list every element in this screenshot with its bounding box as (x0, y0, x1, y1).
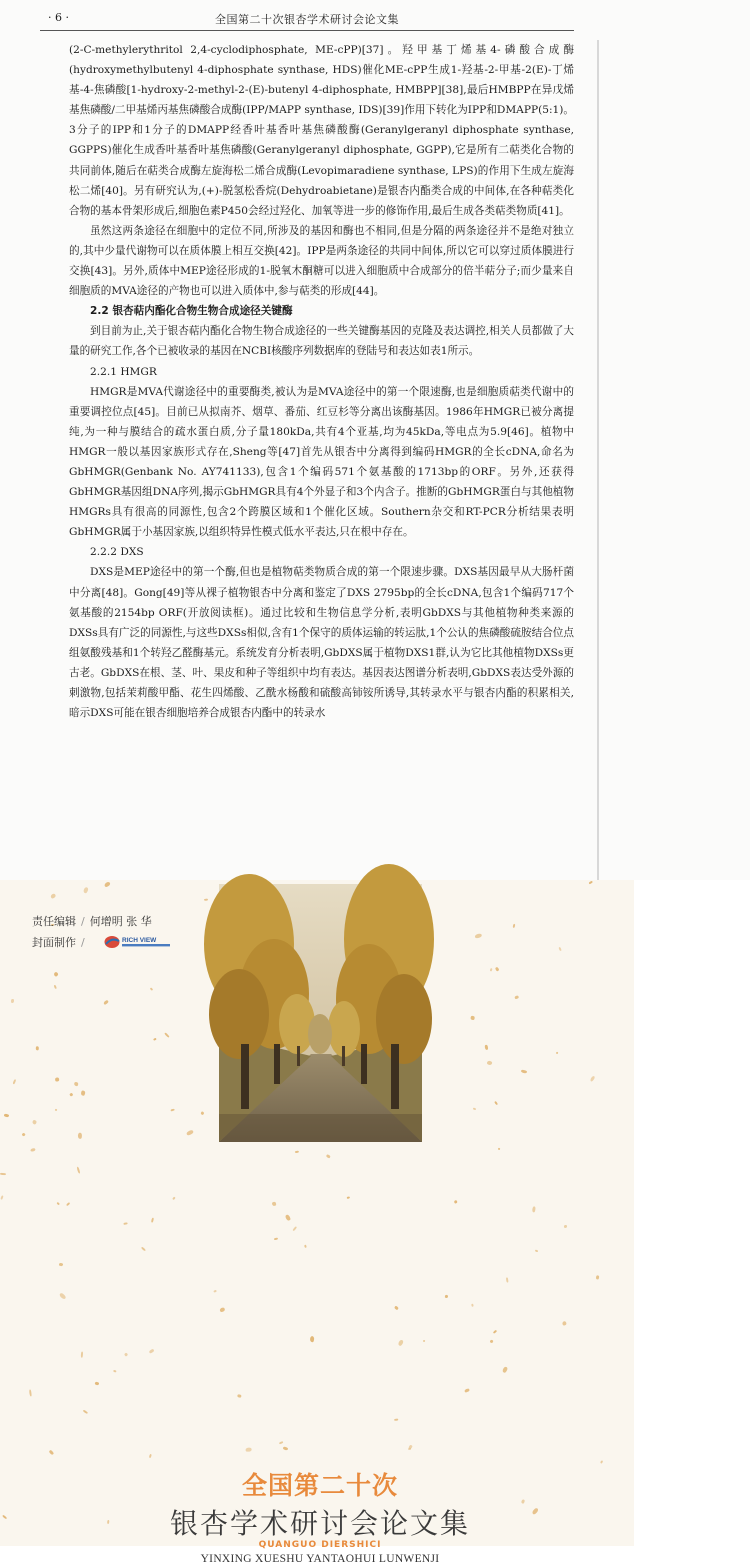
gold-fleck (200, 1112, 204, 1116)
cover-pinyin-line1: QUANGUO DIERSHICI (258, 1540, 382, 1550)
gold-fleck (114, 1370, 117, 1373)
rich-view-logo (104, 935, 174, 949)
gold-fleck (532, 1508, 540, 1516)
gold-fleck (173, 1197, 176, 1200)
gold-fleck (4, 1113, 10, 1117)
gold-fleck (506, 1278, 508, 1283)
gold-fleck (95, 1382, 99, 1385)
gold-fleck (494, 1101, 498, 1106)
gold-fleck (295, 1150, 299, 1153)
gold-fleck (485, 1045, 488, 1050)
gold-fleck (69, 1093, 73, 1097)
gold-fleck (502, 1366, 508, 1373)
gold-fleck (49, 1450, 54, 1456)
gold-fleck (454, 1199, 458, 1203)
paragraph-5: DXS是MEP途径中的第一个酶,但也是植物萜类物质合成的第一个限速步骤。DXS基因最早从大肠杆菌中分离[48]。Gong[49]等从裸子植物银杏中分离和鉴定了DXS 2795bp的全长cDNA,包含1个编码717个氨基酸的2154bp ORF(开放阅读框)。通过比较和生物信息学分析,表明GbDXS与其他植物种类来源的DXSs具有广泛的同源性,与这些DXSs相似,含有1个保守的质体运输的转运肽,1个公认的焦磷酸硫胺结合位点组氨酸残基和1个转羟乙醛酶基元。系统发育分析表明,GbDXS属于植物DXS1群,认为它比其他植物DXSs更古老。GbDXS在根、茎、叶、果皮和种子等组织中均有表达。基因表达图谱分析表明,GbDXS表达受外源的刺激物,包括茉莉酸甲酯、花生四烯酸、乙酰水杨酸和硫酸高铈铵所诱导,其转录水平与银杏内酯的积累相关,暗示DXS可能在银杏细胞培养合成银杏内酯中的转录水 (69, 566, 574, 720)
gold-fleck (513, 923, 516, 927)
gold-fleck (104, 1000, 109, 1005)
gold-fleck (83, 887, 89, 894)
logo-text: RICH VIEW (122, 937, 157, 944)
gold-fleck (493, 1330, 497, 1334)
gold-fleck (53, 985, 57, 990)
gold-fleck (394, 1419, 398, 1421)
gold-fleck (520, 1069, 526, 1074)
gold-fleck (274, 1238, 278, 1241)
gold-fleck (309, 1336, 314, 1342)
gold-fleck (78, 1132, 82, 1138)
gold-fleck (285, 1214, 291, 1221)
gold-fleck (58, 1263, 62, 1267)
gold-fleck (54, 1078, 59, 1082)
gold-fleck (204, 898, 208, 901)
gold-fleck (59, 1292, 67, 1300)
gold-fleck (29, 1389, 32, 1396)
gold-fleck (13, 1080, 17, 1085)
gold-fleck (490, 968, 492, 971)
gold-fleck (534, 1250, 538, 1253)
gold-fleck (596, 1275, 599, 1279)
gold-fleck (31, 1119, 37, 1125)
gold-fleck (600, 1460, 603, 1464)
gold-fleck (55, 1109, 58, 1112)
gold-fleck (237, 1394, 241, 1398)
gold-fleck (555, 1051, 558, 1054)
gold-fleck (408, 1448, 411, 1450)
gold-fleck (124, 1223, 128, 1225)
gold-fleck (151, 1218, 154, 1223)
gold-fleck (141, 1246, 146, 1251)
gold-fleck (474, 934, 482, 939)
gold-fleck (83, 1409, 88, 1413)
gold-fleck (11, 999, 15, 1004)
gold-fleck (57, 1201, 61, 1205)
gold-fleck (186, 1130, 193, 1136)
gold-fleck (532, 1206, 536, 1212)
book-back-cover (0, 880, 634, 1565)
gold-fleck (347, 1196, 350, 1198)
article-body (69, 40, 574, 723)
gold-fleck (76, 1166, 80, 1173)
gold-fleck (473, 1108, 477, 1111)
paragraph-1: (2-C-methylerythritol 2,4-cyclodiphosphate, ME-cPP)[37]。羟甲基丁烯基4-磷酸合成酶(hydroxymethylbutenyl 4-diphosphate synthase, HDS)催化ME-cPP生成1-羟基-2-甲基-2(E)-丁烯基-4-焦磷酸[1-hydroxy-2-methyl-2-(E)-butenyl 4-diphosphate, HMBPP][38],最后HMBPP在异戊烯基焦磷酸/二甲基烯丙基焦磷酸合成酶(IPP/MAPP synthase, IDS)[39]作用下转化为IPP和DMAPP(5:1)。3分子的IPP和1分子的DMAPP经香叶基香叶基焦磷酸酶(Geranylgeranyl diphosphate synthase, GGPPS)催化生成香叶基香叶基焦磷酸(Geranylgeranyl diphosphate, GGPP),它是所有二萜类化合物的共同前体,随后在萜类合成酶左旋海松二烯合成酶(Levopimaradiene synthase, LPS)的作用下生成左旋海松二烯[40]。另有研究认为,(+)-脱氢松香烷(Dehydroabietane)是银杏内酯类合成的中间体,在各种萜类化合物的基本骨架形成后,细胞色素P450会经过羟化、加氧等进一步的修饰作用,最后生成各类萜类物质[41]。 (69, 44, 574, 217)
running-header (40, 8, 574, 31)
design-label: 封面制作 (32, 936, 76, 949)
gold-fleck (246, 1448, 252, 1452)
section-heading-2-2: 2.2 银杏萜内酯化合物生物合成途径关键酶 (90, 305, 293, 318)
slash-icon: / (81, 936, 85, 949)
gold-fleck (74, 1082, 79, 1087)
page-number: · 6 · (48, 11, 69, 24)
gold-fleck (124, 1353, 128, 1357)
editor-credit (32, 913, 152, 929)
gold-fleck (471, 1015, 475, 1019)
gold-fleck (106, 1519, 109, 1523)
gold-fleck (1, 1195, 4, 1200)
cover-title-line2: 银杏学术研讨会论文集 (169, 1507, 470, 1540)
gold-fleck (103, 881, 111, 888)
gold-fleck (489, 1340, 493, 1344)
cover-title-line1: 全国第二十次 (241, 1471, 398, 1500)
gold-fleck (50, 893, 56, 899)
gold-fleck (272, 1202, 277, 1207)
gold-fleck (487, 1061, 493, 1067)
slash-icon: / (81, 915, 85, 928)
gold-fleck (2, 1515, 7, 1520)
page-edge-shadow (597, 40, 599, 882)
subsection-heading-2-2-2: 2.2.2 DXS (90, 546, 144, 559)
gold-fleck (304, 1244, 307, 1247)
gold-fleck (422, 1339, 425, 1342)
gold-fleck (497, 1147, 500, 1150)
gold-fleck (564, 1225, 568, 1229)
gold-fleck (326, 1154, 331, 1158)
paragraph-4: HMGR是MVA代谢途径中的重要酶类,被认为是MVA途径中的第一个限速酶,也是细胞质萜类代谢中的重要调控位点[45]。目前已从拟南芥、烟草、番茄、红豆杉等分离出该酶基因。1986年HMGR已被分离提纯,为一种与膜结合的疏水蛋白质,分子量180kDa,共有4个亚基,均为45kDa,等电点为5.9[46]。植物中HMGR一般以基因家族形式存在,Sheng等[47]首先从银杏中分离得到编码HMGR的全长cDNA,命名为GbHMGR(Genbank No. AY741133),包含1个编码571个氨基酸的1713bp的ORF。另外,还获得GbHMGR基因组DNA序列,揭示GbHMGR具有4个外显子和3个内含子。推断的GbHMGR蛋白与其他植物HMGRs具有很高的同源性,包含2个跨膜区域和1个催化区域。Southern杂交和RT-PCR分析结果表明GbHMGR属于小基因家族,以组织特异性模式低水平表达,只在根中存在。 (69, 385, 574, 539)
subsection-heading-2-2-1: 2.2.1 HMGR (90, 365, 157, 378)
gold-fleck (394, 1305, 399, 1310)
editor-label: 责任编辑 (32, 915, 76, 928)
gold-fleck (495, 967, 499, 972)
design-credit (32, 934, 90, 950)
gold-fleck (153, 1038, 156, 1041)
gold-fleck (561, 1320, 567, 1326)
gold-fleck (283, 1446, 289, 1451)
gold-fleck (558, 947, 561, 952)
editor-names: 何增明 张 华 (89, 915, 152, 928)
gold-fleck (0, 1173, 6, 1176)
gold-fleck (465, 1388, 470, 1392)
gold-fleck (213, 1290, 217, 1293)
gold-fleck (588, 1075, 595, 1082)
gold-fleck (29, 1148, 35, 1152)
gold-fleck (66, 1202, 71, 1206)
cover-pinyin-line2: YINXING XUESHU YANTAOHUI LUNWENJI (200, 1553, 440, 1565)
gold-fleck (150, 987, 153, 990)
gold-fleck (219, 1307, 225, 1312)
gold-fleck (53, 971, 59, 977)
gold-fleck (398, 1339, 404, 1346)
ginkgo-avenue-photo (219, 884, 422, 1142)
gold-fleck (148, 1453, 151, 1458)
gold-fleck (148, 1348, 154, 1353)
gold-fleck (514, 995, 518, 999)
gold-fleck (36, 1046, 39, 1051)
gold-fleck (444, 1295, 448, 1298)
gold-fleck (81, 1351, 83, 1357)
running-title: 全国第二十次银杏学术研讨会论文集 (215, 13, 399, 26)
gold-fleck (279, 1441, 284, 1444)
gold-fleck (80, 1091, 85, 1096)
gold-fleck (589, 880, 593, 884)
gold-fleck (164, 1032, 169, 1038)
paragraph-3: 到目前为止,关于银杏萜内酯化合物生物合成途径的一些关键酶基因的克隆及表达调控,相关人员都做了大量的研究工作,各个已被收录的基因在NCBI核酸序列数据库的登陆号和表达如表1所示。 (69, 325, 574, 358)
gold-fleck (471, 1304, 474, 1307)
gold-fleck (21, 1132, 25, 1137)
gold-fleck (293, 1226, 298, 1231)
paragraph-2: 虽然这两条途径在细胞中的定位不同,所涉及的基因和酶也不相同,但是分隔的两条途径并不是绝对独立的,其中少量代谢物可以在质体膜上相互交换[42]。IPP是两条途径的共同中间体,所以它可以穿过质体膜进行交换[43]。另外,质体中MEP途径形成的1-脱氧木酮糖可以进入细胞质中合成部分的倍半萜分子;而少量来自细胞质的MVA途径的产物也可以进入质体中,参与萜类的形成[44]。 (69, 224, 574, 298)
gold-fleck (171, 1109, 175, 1112)
